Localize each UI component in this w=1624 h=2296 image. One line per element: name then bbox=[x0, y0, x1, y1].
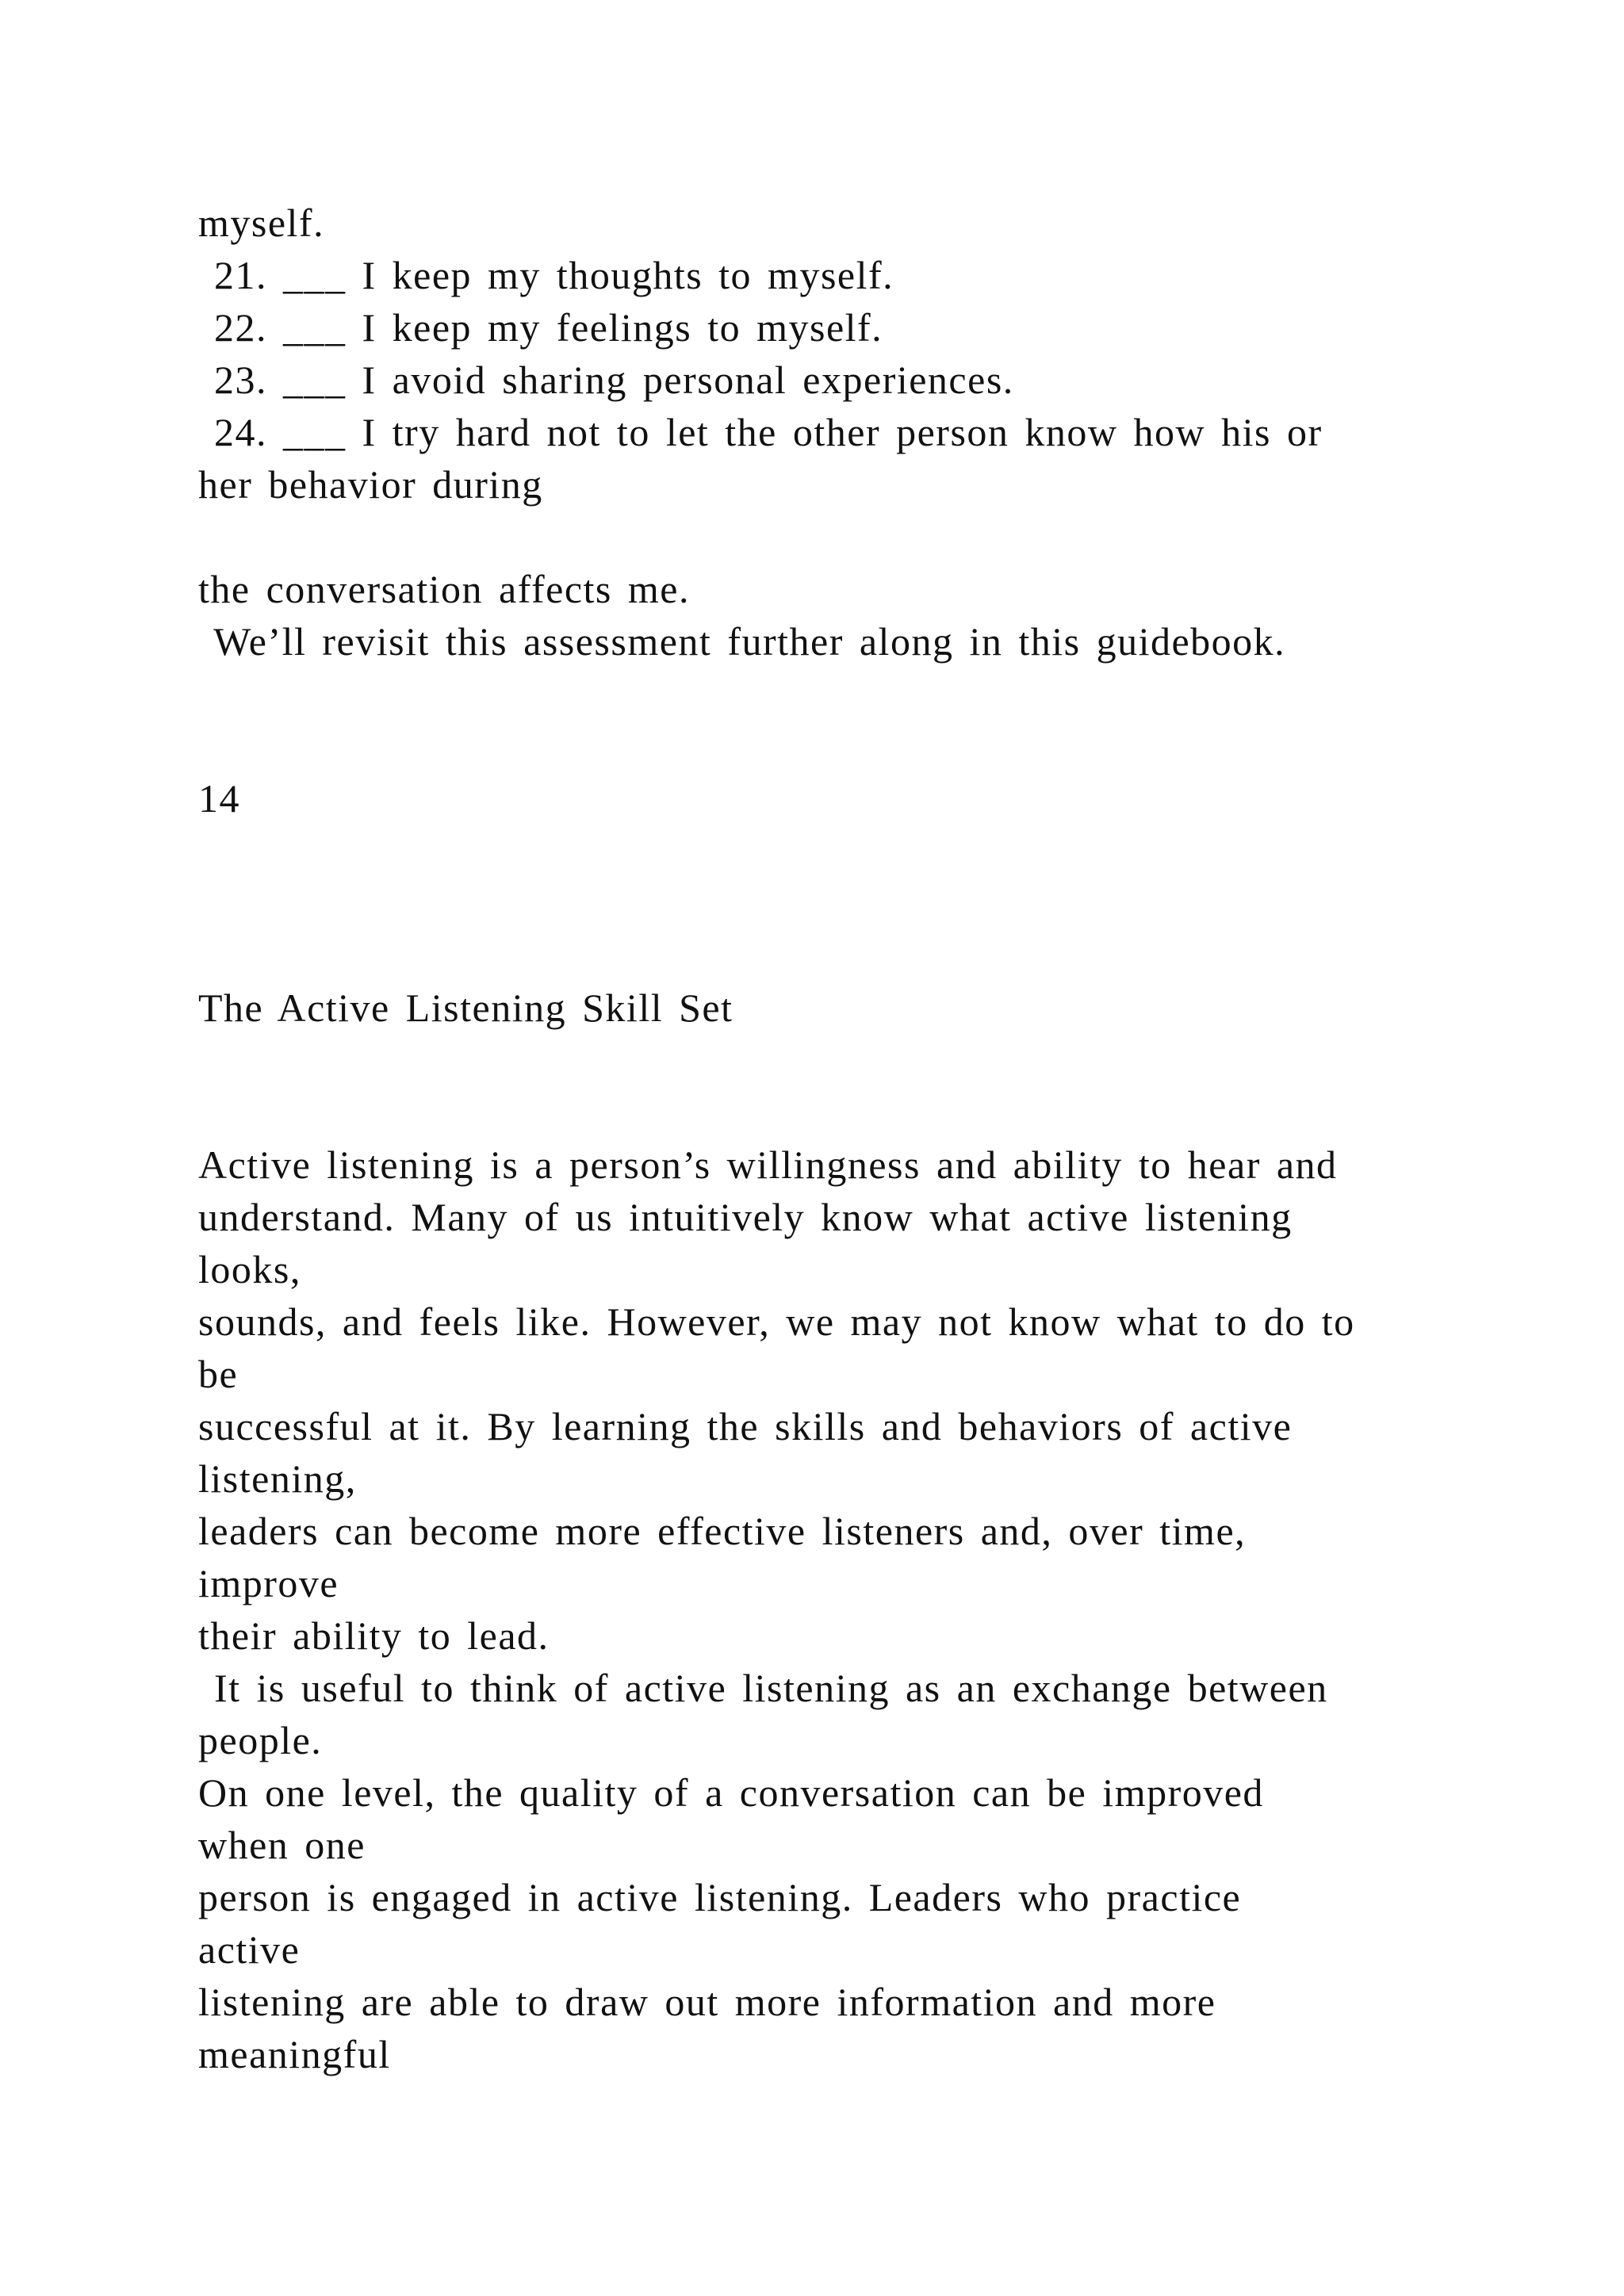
section-heading: The Active Listening Skill Set bbox=[198, 985, 733, 1030]
text-line: sounds, and feels like. However, we may not know what to do to bbox=[198, 1299, 1355, 1344]
assessment-item-21: 21. ___ I keep my thoughts to myself. bbox=[198, 253, 894, 297]
text-line: leaders can become more effective listeners and, over time, bbox=[198, 1509, 1247, 1553]
text-line: meaningful bbox=[198, 2032, 391, 2076]
text-line: myself. bbox=[198, 201, 325, 245]
text-line: person is engaged in active listening. Leaders who practice bbox=[198, 1875, 1242, 1919]
text-line: people. bbox=[198, 1718, 323, 1762]
text-line: looks, bbox=[198, 1247, 301, 1292]
text-line: active bbox=[198, 1927, 301, 1972]
text-line: when one bbox=[198, 1823, 366, 1867]
assessment-item-22: 22. ___ I keep my feelings to myself. bbox=[198, 305, 883, 350]
assessment-item-24: 24. ___ I try hard not to let the other person know how his or bbox=[198, 410, 1323, 454]
text-line: successful at it. By learning the skills and behaviors of active bbox=[198, 1404, 1293, 1448]
page-number: 14 bbox=[198, 776, 240, 821]
text-line: be bbox=[198, 1352, 239, 1396]
text-line: It is useful to think of active listening as an exchange between bbox=[198, 1666, 1328, 1710]
text-line: listening are able to draw out more information and more bbox=[198, 1980, 1216, 2024]
text-line: We’ll revisit this assessment further along in this guidebook. bbox=[198, 619, 1286, 664]
text-line: listening, bbox=[198, 1456, 357, 1501]
text-line: On one level, the quality of a conversation can be improved bbox=[198, 1770, 1264, 1815]
text-line: improve bbox=[198, 1561, 339, 1605]
text-line: her behavior during bbox=[198, 462, 543, 507]
text-line: understand. Many of us intuitively know what active listening bbox=[198, 1195, 1293, 1239]
assessment-item-23: 23. ___ I avoid sharing personal experiences. bbox=[198, 358, 1014, 402]
text-line: their ability to lead. bbox=[198, 1613, 550, 1658]
text-line: the conversation affects me. bbox=[198, 567, 690, 611]
text-line: Active listening is a person’s willingness and ability to hear and bbox=[198, 1142, 1338, 1187]
